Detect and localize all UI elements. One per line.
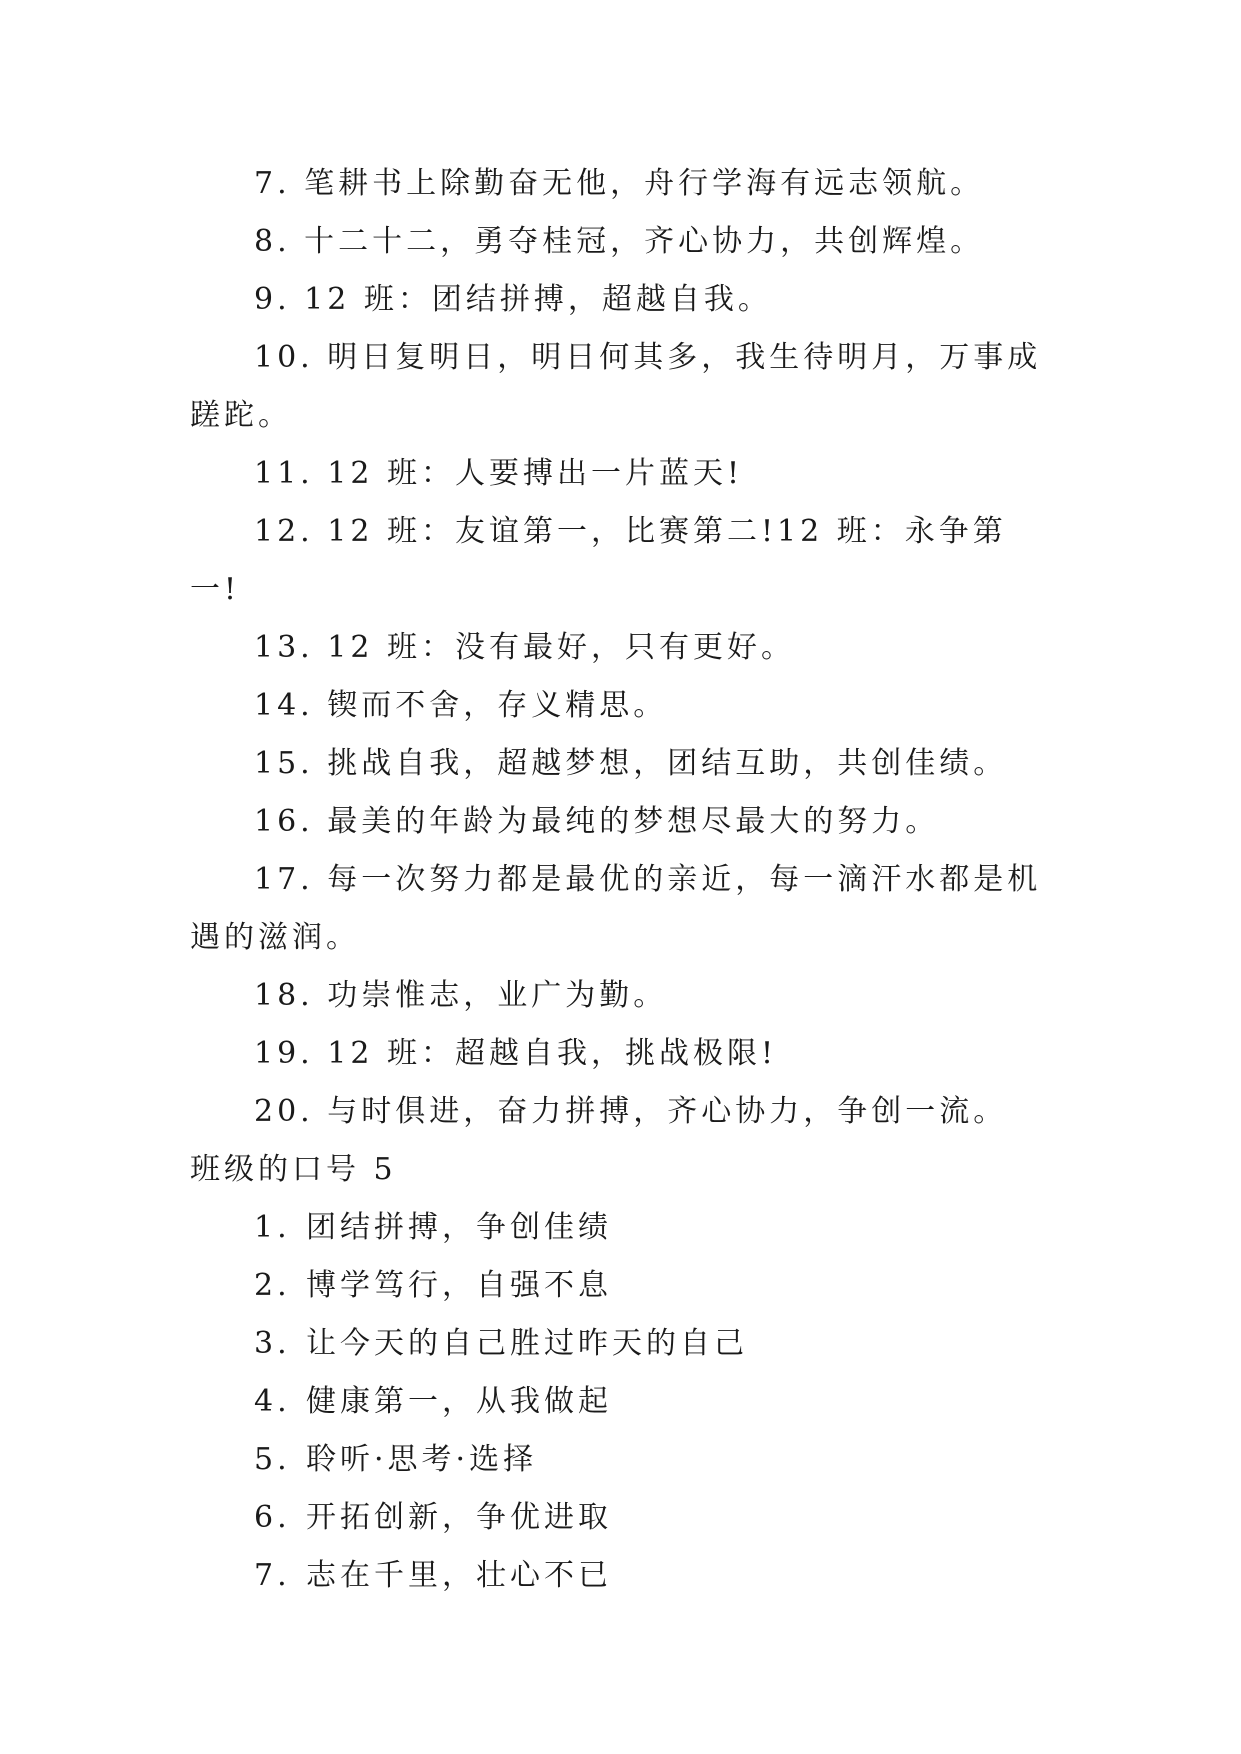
slogan-20: 20. 与时俱进，奋力拼搏，齐心协力，争创一流。 — [254, 1094, 1008, 1129]
list-item-text: 志在千里，壮心不已 — [306, 1558, 612, 1593]
list-item-number: 5. — [254, 1442, 291, 1477]
slogan-11: 11. 12 班：人要搏出一片蓝天! — [254, 456, 744, 491]
list-item-number: 6. — [254, 1500, 291, 1535]
slogan-12: 12. 12 班：友谊第一，比赛第二!12 班：永争第一! — [190, 514, 1007, 607]
list-item — [190, 1489, 1050, 1547]
list-item-text: 聆听·思考·选择 — [306, 1442, 538, 1477]
slogan-8: 8. 十二十二，勇夺桂冠，齐心协力，共创辉煌。 — [254, 224, 985, 259]
slogan-17: 17. 每一次努力都是最优的亲近，每一滴汗水都是机遇的滋润。 — [190, 862, 1042, 955]
slogan-19: 19. 12 班：超越自我，挑战极限! — [254, 1036, 778, 1071]
list-item — [190, 1547, 1050, 1605]
list-item — [190, 1257, 1050, 1315]
list-item-number: 4. — [254, 1384, 291, 1419]
list-item-number: 7. — [254, 1558, 291, 1593]
slogan-13: 13. 12 班：没有最好，只有更好。 — [254, 630, 795, 665]
list-item-text: 博学笃行，自强不息 — [306, 1268, 612, 1303]
list-item-number: 2. — [254, 1268, 291, 1303]
list-item-text: 健康第一，从我做起 — [306, 1384, 612, 1419]
slogan-9: 9. 12 班：团结拼搏，超越自我。 — [254, 282, 772, 317]
slogan-18: 18. 功崇惟志，业广为勤。 — [254, 978, 668, 1013]
list-item — [190, 1315, 1050, 1373]
slogan-14: 14. 锲而不舍，存义精思。 — [254, 688, 668, 723]
section-heading: 班级的口号 5 — [190, 1152, 397, 1187]
list-item-text: 让今天的自己胜过昨天的自己 — [306, 1326, 748, 1361]
slogan-16: 16. 最美的年龄为最纯的梦想尽最大的努力。 — [254, 804, 940, 839]
list-item-text: 开拓创新，争优进取 — [306, 1500, 612, 1535]
slogan-7: 7. 笔耕书上除勤奋无他，舟行学海有远志领航。 — [254, 166, 985, 201]
list-item — [190, 1431, 1050, 1489]
list-item — [190, 1373, 1050, 1431]
list-item-text: 团结拼搏，争创佳绩 — [306, 1210, 612, 1245]
list-item-number: 3. — [254, 1326, 291, 1361]
document-body — [190, 155, 1050, 1605]
list-item — [190, 1199, 1050, 1257]
slogan-10: 10. 明日复明日，明日何其多，我生待明月，万事成蹉跎。 — [190, 340, 1042, 433]
slogan-15: 15. 挑战自我，超越梦想，团结互助，共创佳绩。 — [254, 746, 1008, 781]
list-item-number: 1. — [254, 1210, 291, 1245]
